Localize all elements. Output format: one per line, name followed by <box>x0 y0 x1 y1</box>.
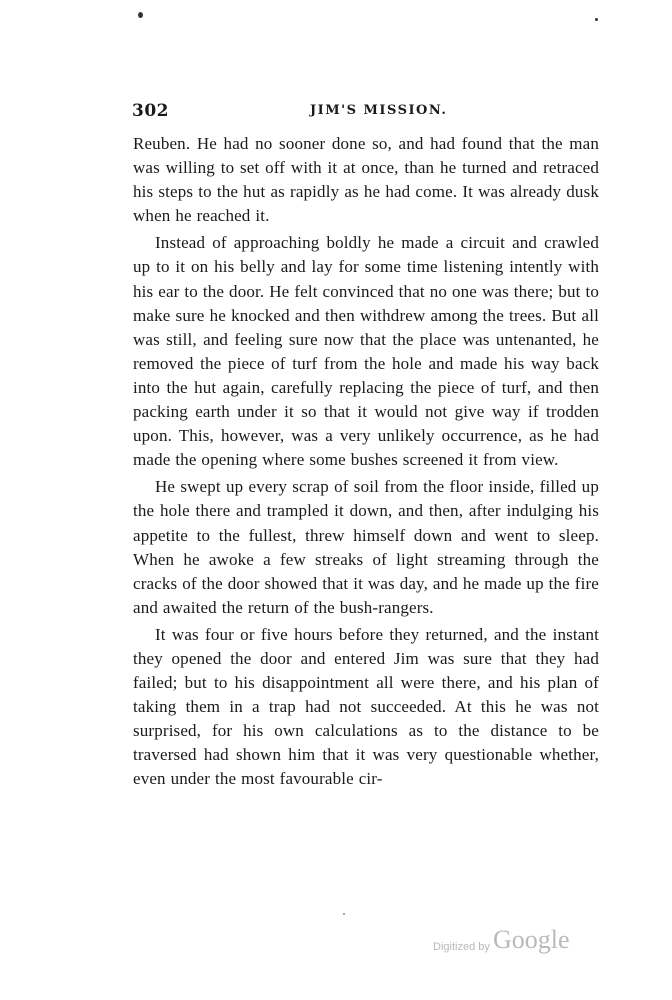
ink-speck <box>343 913 345 915</box>
digitized-watermark <box>433 925 593 961</box>
watermark-prefix: Digitized by <box>433 941 490 953</box>
running-head: JIM'S MISSION. <box>310 103 448 118</box>
paragraph-4: It was four or five hours before they returned, and the instant they opened the door and entered Jim was sure that they had failed; but to his disappointment all were there, and his plan of taking them in a trap had not succeeded. At this he was not surprised, for his own calculations as to the distance to be traversed had shown him that it was very questionable whether, even under the most favourable cir- <box>133 624 599 789</box>
ink-speck <box>595 18 598 21</box>
page-number: 302 <box>132 101 169 121</box>
paragraph-3: He swept up every scrap of soil from the floor inside, filled up the hole there and trampled it down, and then, after indulging his appetite to the fullest, threw himself down and went to sleep. When he awoke a few streaks of light streaming through the cracks of the door showed that it was day, and he made up the fire and awaited the return of the bush-rangers. <box>133 477 599 617</box>
paragraph-1: Reuben. He had no sooner done so, and had found that the man was willing to set off with it at once, than he turned and retraced his steps to the hut as rapidly as he had come. It was already dusk when he reached it. <box>133 134 599 226</box>
paragraph-2: Instead of approaching boldly he made a circuit and crawled up to it on his belly and lay for some time listening intently with his ear to the door. He felt convinced that no one was there; but to make sure he knocked and then withdrew among the trees. But all was still, and feeling sure now that the place was untenanted, he removed the piece of turf from the hole and made his way back into the hut again, carefully replacing the piece of turf, and then packing earth under it so that it would not give way if trodden upon. This, however, was a very unlikely occurrence, as he had made the opening where some bushes screened it from view. <box>133 233 599 470</box>
page-header <box>132 101 602 125</box>
ink-speck <box>138 12 143 18</box>
watermark-brand: Google <box>493 925 570 954</box>
body-text <box>133 132 599 792</box>
